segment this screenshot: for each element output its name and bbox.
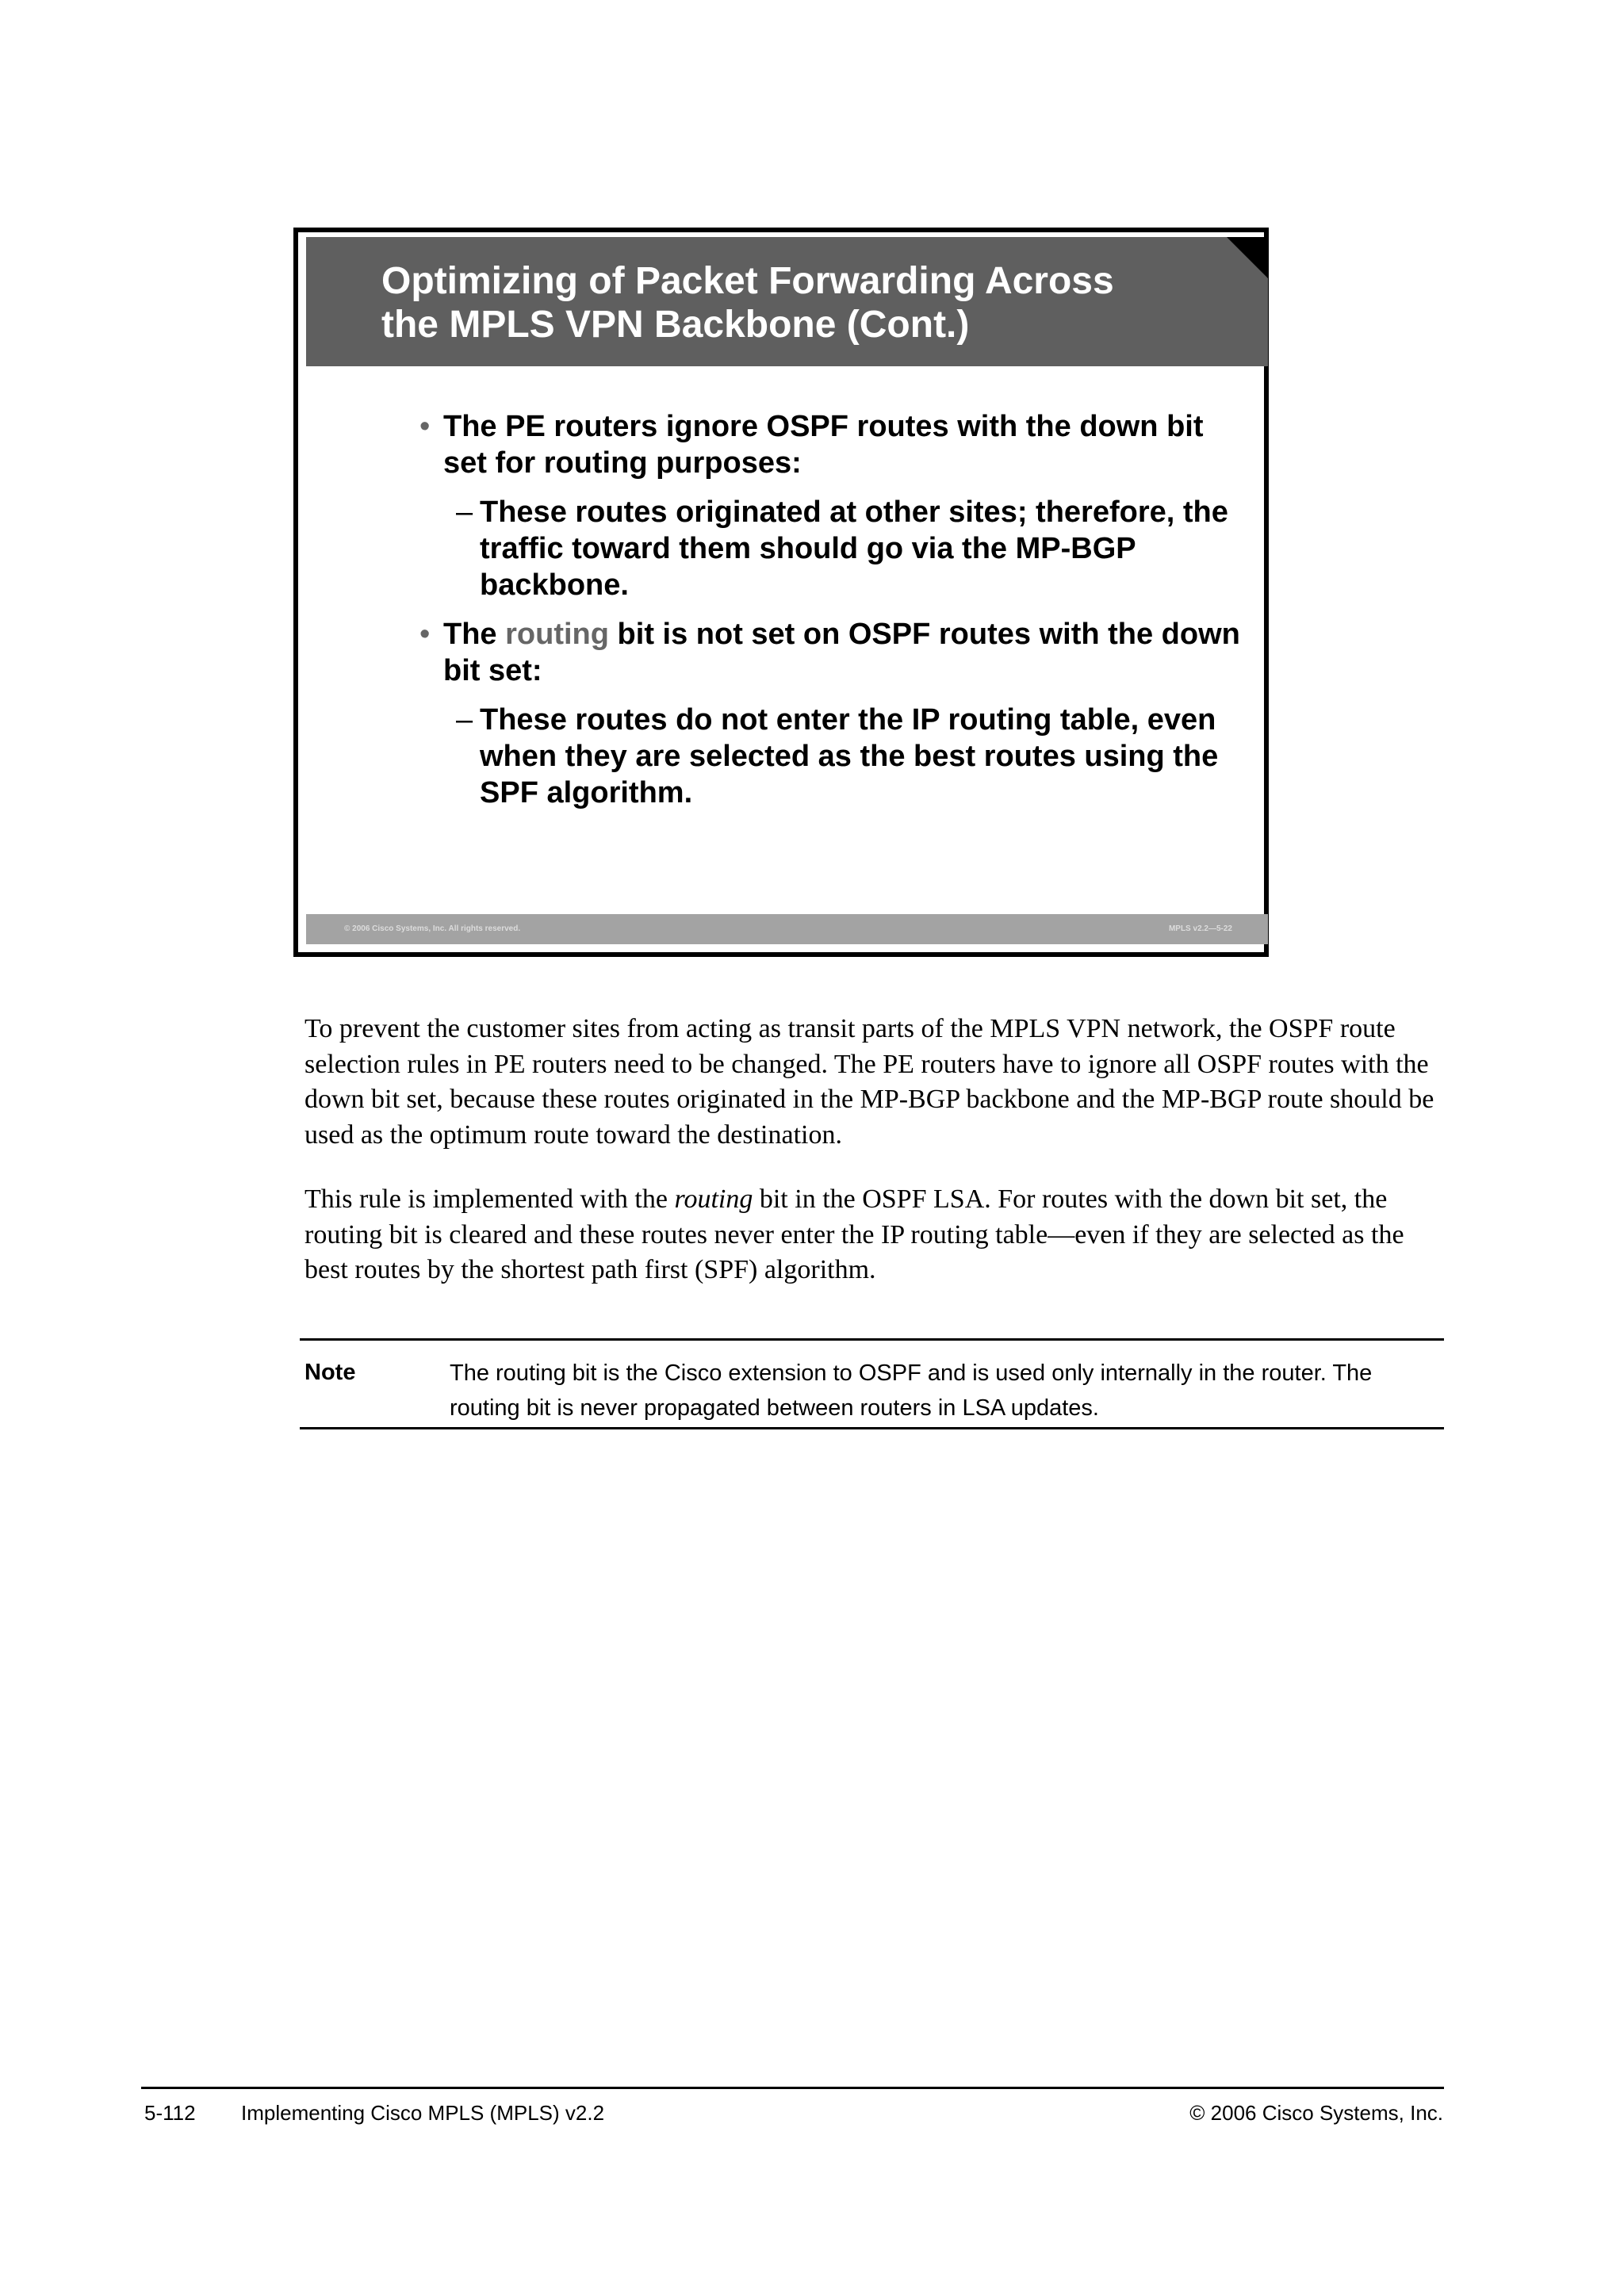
page-footer-rule <box>141 2087 1444 2089</box>
dash-marker-icon: – <box>456 703 473 737</box>
corner-triangle-icon <box>1227 237 1268 278</box>
slide-image <box>293 228 1269 957</box>
page-number: 5-112 <box>144 2101 196 2125</box>
slide-bullet-2-post: bit is not set on OSPF routes with the down bit set: <box>443 618 1240 687</box>
note-top-rule <box>300 1338 1444 1341</box>
body-paragraph-2-post: bit in the OSPF LSA. For routes with the down bit set, the routing bit is cleared and these routes never enter the IP routing table—even if they are selected as the best routes by the shortest path first (SPF) algorithm. <box>304 1184 1404 1284</box>
slide-number: MPLS v2.2—5-22 <box>1168 924 1232 933</box>
slide-title-bar <box>306 237 1268 366</box>
slide-title-line-2: the MPLS VPN Backbone (Cont.) <box>381 304 970 346</box>
slide-title <box>381 259 1174 346</box>
note-bottom-rule <box>300 1427 1444 1429</box>
slide-bullet-2-pre: The <box>443 618 497 651</box>
slide-bullet-1 <box>419 408 1244 481</box>
slide-bullet-1-text: The PE routers ignore OSPF routes with the down bit set for routing purposes: <box>443 410 1204 480</box>
slide-body <box>298 408 1264 811</box>
slide-footer <box>306 914 1268 944</box>
body-paragraph-2-pre: This rule is implemented with the <box>304 1184 668 1214</box>
dash-marker-icon: – <box>456 496 473 529</box>
slide-copyright: © 2006 Cisco Systems, Inc. All rights reserved. <box>344 924 521 933</box>
page-copyright: © 2006 Cisco Systems, Inc. <box>1189 2101 1443 2125</box>
body-paragraph-2-emphasis: routing <box>674 1184 753 1214</box>
note-text: The routing bit is the Cisco extension to OSPF and is used only internally in the router. The routing bit is never propagated between routers in LSA updates. <box>450 1360 1373 1421</box>
slide-sub-bullet-1 <box>456 494 1241 603</box>
slide-bullet-2 <box>419 616 1244 689</box>
slide-sub-bullet-1-text: These routes originated at other sites; therefore, the traffic toward them should go via the MP-BGP backbone. <box>480 496 1228 602</box>
body-paragraph-1: To prevent the customer sites from acting as transit parts of the MPLS VPN network, the OSPF route selection rules in PE routers need to be changed. The PE routers have to ignore all OSPF routes with the down bit set, because these routes originated in the MP-BGP backbone and the MP-BGP route should be used as the optimum route toward the destination. <box>304 1014 1434 1150</box>
slide-sub-bullet-2 <box>456 702 1241 811</box>
slide-title-line-1: Optimizing of Packet Forwarding Across <box>381 260 1114 302</box>
bullet-dot-icon: • <box>419 410 431 443</box>
slide-bullet-2-highlight: routing <box>505 618 609 651</box>
bullet-dot-icon: • <box>419 618 431 651</box>
note-label: Note <box>304 1360 356 1385</box>
body-paragraph-2 <box>304 1182 1446 1288</box>
book-title: Implementing Cisco MPLS (MPLS) v2.2 <box>241 2101 605 2125</box>
slide-sub-bullet-2-text: These routes do not enter the IP routing table, even when they are selected as the best routes using the SPF algorithm. <box>480 703 1219 809</box>
